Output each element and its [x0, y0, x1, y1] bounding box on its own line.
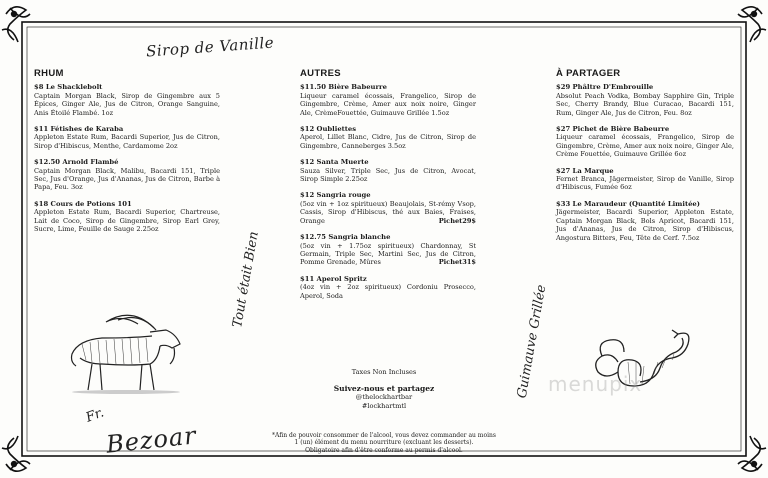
item-name: $8 Le Shacklebolt [34, 83, 103, 92]
note-line: 1 (un) élément du menu nourriture (excluant les desserts). [294, 439, 474, 447]
menu-item [300, 125, 476, 150]
item-name: $29 Phâltre D'Embrouille [556, 83, 654, 92]
follow-heading: Suivez-nous et partagez [333, 384, 435, 393]
menu-item [300, 275, 476, 300]
item-desc: Captain Morgan Black, Sirop de Gingembre aux 5 Épices, Ginger Ale, Jus de Citron, Orange Sanguine, Anis Étoilé Flambé. 1oz [34, 91, 220, 117]
note-line: Obligatoire afin d'être conforme au permis d'alcool. [305, 446, 463, 454]
item-desc: Captain Morgan Black, Malibu, Bacardi 151, Triple Sec, Jus d'Orange, Jus d'Ananas, Jus de Citron, Barbe à Papa, Feu. 3oz [34, 166, 220, 192]
partager-title: À PARTAGER [556, 68, 621, 79]
partager-column [556, 70, 734, 250]
menu-item [556, 200, 734, 242]
item-name: $12.75 Sangria blanche [300, 233, 391, 242]
menu-item [34, 83, 220, 117]
item-name: $11.50 Bière Babeurre [300, 83, 387, 92]
item-desc: Liqueur caramel écossais, Frangelico, Sirop de Gingembre, Crème, Amer aux noix noire, Ginger Ale, Crème Fouettée, Guimauve Grillée 6oz [556, 133, 734, 159]
menu-item [300, 83, 476, 117]
rhum-column [34, 70, 220, 242]
item-desc: Jägermeister, Bacardi Superior, Appleton Estate, Captain Morgan Black, Bols Apricot, Bacardi 151, Jus d'Ananas, Jus de Citron, Sirop d'Hibiscus, Angostura Bitters, Feu, Tête de Cerf. 7.5oz [556, 208, 734, 242]
item-name: $12 Sangria rouge [300, 191, 371, 200]
signature-large: Bezoar [104, 421, 198, 459]
item-desc: Sauza Silver, Triple Sec, Jus de Citron, Avocat, Sirop Simple 2.25oz [300, 166, 476, 184]
item-desc: Aperol, Lillet Blanc, Cidre, Jus de Citron, Sirop de Gingembre, Canneberges 3.5oz [300, 133, 476, 150]
item-desc [300, 200, 476, 225]
taxes-note: Taxes Non Incluses [351, 368, 417, 376]
item-name: $12.50 Arnold Flambé [34, 158, 119, 167]
menu-item [556, 125, 734, 159]
item-name: $18 Cours de Potions 101 [34, 199, 132, 208]
social-handle: @thelockhartbar [355, 393, 413, 401]
autres-title: AUTRES [300, 68, 341, 79]
pitcher-price: Pichet31$ [438, 258, 476, 267]
item-name: $11 Aperol Spritz [300, 274, 367, 283]
menu-item [300, 191, 476, 225]
item-desc: (4oz vin + 2oz spiritueux) Cordoniu Prosecco, Aperol, Soda [300, 283, 476, 300]
menu-item [556, 167, 734, 192]
item-name: $12 Oubliettes [300, 125, 357, 134]
alcohol-note [258, 432, 510, 454]
vertical-script-right: Guimauve Grillée [514, 283, 550, 400]
footer-block [268, 368, 500, 411]
social-hashtag: #lockhartmtl [361, 402, 407, 410]
menu-item [34, 125, 220, 150]
item-desc [300, 242, 476, 267]
menu-item [34, 158, 220, 192]
menu-item [556, 83, 734, 117]
item-desc: Absolut Peach Vodka, Bombay Sapphire Gin, Triple Sec, Cherry Brandy, Blue Curacao, Bacardi 151, Rum, Ginger Ale, Jus de Citron, Feu. 8oz [556, 91, 734, 117]
item-desc: Appleton Estate Rum, Bacardi Superior, Jus de Citron, Sirop d'Hibiscus, Menthe, Cardamome 2oz [34, 133, 220, 150]
menu-item [300, 233, 476, 267]
menu-item [34, 200, 220, 234]
item-desc-text: (5oz vin + 1oz spiritueux) Beaujolais, St-rémy Vsop, Cassis, Sirop d'Hibiscus, thé aux Baies, Fraises, Orange [300, 199, 476, 225]
watermark-text: menupix [548, 372, 643, 396]
vertical-script-left: Tout était Bien [230, 230, 262, 329]
item-desc-text: (5oz vin + 1.75oz spiritueux) Chardonnay, St Germain, Triple Sec, Martini Sec, Jus de Citron, Pomme Grenade, Mûres [300, 241, 476, 267]
header-script-text: Sirop de Vanille [145, 33, 275, 61]
item-name: $27 La Marque [556, 166, 614, 175]
item-desc: Fernet Branca, Jägermeister, Sirop de Vanille, Sirop d'Hibiscus, Fumée 6oz [556, 175, 734, 192]
menu-item [300, 158, 476, 183]
item-name: $33 Le Maraudeur (Quantité Limitée) [556, 199, 700, 208]
pitcher-price: Pichet29$ [438, 216, 476, 225]
item-name: $11 Fétishes de Karaba [34, 125, 124, 134]
note-line: *Afin de pouvoir consommer de l'alcool, vous devez commander au moins [272, 432, 496, 439]
goat-illustration [62, 308, 190, 394]
item-name: $27 Pichet de Bière Babeurre [556, 125, 670, 134]
autres-column [300, 70, 476, 308]
item-desc: Appleton Estate Rum, Bacardi Superior, Chartreuse, Lait de Coco, Sirop de Gingembre, Sirop Earl Grey, Sucre, Lime, Feuille de Sauge 2.25oz [34, 208, 220, 234]
item-desc: Liqueur caramel écossais, Frangelico, Sirop de Gingembre, Crème, Amer aux noix noire, Ginger Ale, CrèmeFouettée, Guimauve Grillée 1.5oz [300, 91, 476, 117]
signature-small: Fr. [83, 405, 106, 426]
item-name: $12 Santa Muerte [300, 158, 369, 167]
rhum-title: RHUM [34, 68, 64, 79]
